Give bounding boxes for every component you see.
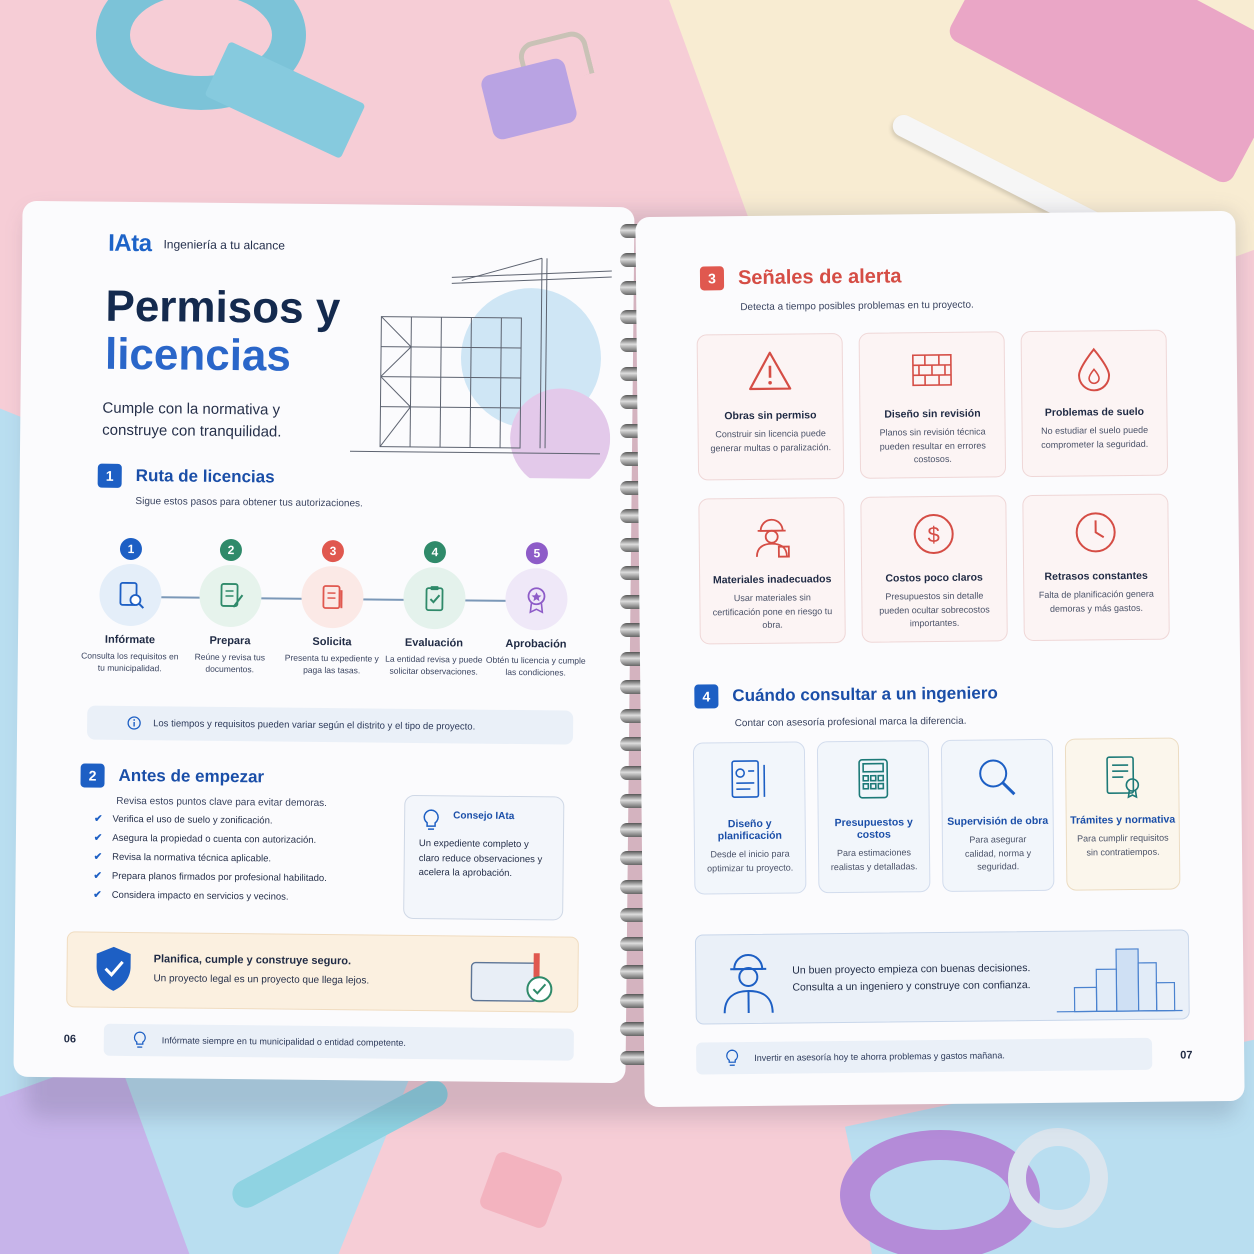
- check-icon: ✔: [93, 870, 102, 882]
- award-badge-icon: [505, 568, 568, 631]
- alert-description: Construir sin licencia puede generar multas o paralización.: [710, 428, 832, 453]
- footer-text: Invertir en asesoría hoy te ahorra problemas y gastos mañana.: [754, 1050, 1005, 1063]
- alert-name: Problemas de suelo: [1044, 405, 1145, 419]
- info-icon: [127, 716, 141, 730]
- calculator-icon: [850, 755, 896, 801]
- consult-card: [1065, 738, 1181, 891]
- section2-subtitle: Revisa estos puntos clave para evitar demoras.: [116, 795, 328, 810]
- consult-name: Diseño y planificación: [717, 817, 782, 843]
- engineer-icon: [718, 945, 779, 1016]
- alert-card: [1021, 330, 1169, 478]
- alert-description: Falta de planificación genera demoras y más gastos.: [1038, 588, 1154, 614]
- checklist-item: ✔ Verifica el uso de suelo y zonificación.: [94, 813, 273, 827]
- step-name: Aprobación: [505, 637, 567, 651]
- consult-name: Supervisión de obra: [947, 814, 1049, 828]
- license-steps: [77, 537, 586, 712]
- cta-text: Un proyecto legal es un proyecto que llega lejos.: [153, 973, 370, 987]
- section1-number: 1: [98, 464, 122, 488]
- footer-tip: [104, 1024, 574, 1061]
- info-note: [87, 706, 573, 745]
- section2-title: Antes de empezar: [118, 765, 265, 787]
- page-title-line1: Permisos y: [105, 281, 341, 334]
- tip-title: Consejo IAta: [453, 810, 515, 823]
- alert-description: Presupuestos sin detalle pueden ocultar sobrecostos importantes.: [879, 590, 990, 629]
- worker-helmet-icon: [748, 513, 794, 559]
- step-name: Infórmate: [104, 633, 156, 647]
- page-number: 07: [1180, 1049, 1193, 1062]
- city-buildings-icon: [1056, 938, 1183, 1015]
- section3-title: Señales de alerta: [737, 264, 902, 289]
- alert-card: [697, 333, 845, 481]
- section3-number: 3: [700, 266, 724, 290]
- alert-description: No estudiar el suelo puede comprometer la seguridad.: [1041, 424, 1149, 450]
- checklist-item: ✔ Prepara planos firmados por profesional habilitado.: [93, 870, 327, 885]
- brick-wall-icon: [909, 347, 955, 393]
- section4-title: Cuándo consultar a un ingeniero: [732, 683, 998, 706]
- checklist-item: ✔ Asegura la propiedad o cuenta con autorización.: [93, 832, 317, 846]
- step-badge: 4: [424, 541, 446, 563]
- step-solicita: [280, 540, 385, 678]
- step-badge: 5: [526, 542, 548, 564]
- checklist-item: ✔ Considera impacto en servicios y vecinos.: [93, 889, 289, 903]
- page-title-line2: licencias: [104, 329, 292, 381]
- step-evaluacion: [382, 541, 487, 679]
- cta-text: [792, 960, 1030, 996]
- tip-text: Un expediente completo y claro reduce observaciones y acelera la aprobación.: [418, 838, 543, 880]
- section4-number: 4: [694, 684, 718, 708]
- right-page: [635, 211, 1244, 1107]
- section4-header: [694, 681, 998, 708]
- alert-card: [698, 497, 846, 645]
- consult-card: [941, 739, 1055, 892]
- section3-header: [700, 264, 902, 290]
- folder-check-icon: [467, 949, 558, 1006]
- section1-title: Ruta de licencias: [135, 466, 275, 487]
- consult-name: Trámites y normativa: [1070, 813, 1176, 827]
- cta-line2: Consulta a un ingeniero y construye con confianza.: [792, 978, 1031, 994]
- check-icon: ✔: [94, 813, 103, 825]
- shield-check-icon: [93, 945, 134, 993]
- alert-name: Diseño sin revisión: [884, 407, 981, 421]
- checklist: [93, 814, 394, 912]
- warning-triangle-icon: [747, 349, 793, 395]
- step-badge: 3: [322, 540, 344, 562]
- step-badge: 1: [120, 538, 142, 560]
- step-description: Reúne y revisa tus documentos.: [194, 651, 266, 675]
- section2-number: 2: [80, 763, 104, 787]
- step-description: La entidad revisa y puede solicitar observaciones.: [385, 653, 483, 677]
- consult-description: Para estimaciones realistas y detalladas.: [830, 847, 918, 872]
- step-informate: [78, 537, 183, 675]
- step-description: Consulta los requisitos en tu municipalidad.: [81, 650, 179, 674]
- left-page: [13, 201, 634, 1083]
- alert-name: Obras sin permiso: [724, 409, 817, 423]
- lightbulb-icon: [421, 808, 441, 834]
- document-search-icon: [99, 564, 162, 627]
- section3-subtitle: Detecta a tiempo posibles problemas en tu proyecto.: [740, 299, 974, 314]
- tip-box: [403, 795, 564, 921]
- info-note-text: Los tiempos y requisitos pueden variar según el distrito y el tipo de proyecto.: [153, 717, 476, 733]
- lightbulb-icon: [724, 1049, 740, 1067]
- consult-card: [693, 741, 807, 894]
- alert-name: Materiales inadecuados: [712, 573, 832, 587]
- consult-card: [817, 740, 931, 893]
- page-subtitle: Cumple con la normativa y construye con tranquilidad.: [102, 399, 282, 441]
- magnifier-icon: [974, 754, 1020, 800]
- consult-name: Presupuestos y costos: [834, 816, 913, 841]
- alert-card: [860, 495, 1008, 643]
- page-number: 06: [63, 1033, 77, 1046]
- clock-icon: [1072, 509, 1118, 555]
- document-edit-icon: [199, 565, 262, 628]
- section1-header: [98, 464, 275, 490]
- alert-card: [1022, 494, 1170, 642]
- svg-text:$: $: [927, 521, 940, 548]
- document-pen-icon: [301, 566, 364, 629]
- step-name: Evaluación: [404, 636, 464, 650]
- consult-description: Desde el inicio para optimizar tu proyecto.: [707, 848, 794, 873]
- step-description: Obtén tu licencia y cumple las condiciones.: [485, 654, 586, 678]
- cta-banner: [66, 931, 579, 1012]
- step-name: Prepara: [209, 634, 251, 648]
- building-crane-illustration: [340, 246, 612, 479]
- certificate-icon: [1099, 753, 1145, 799]
- dollar-coin-icon: [910, 511, 956, 557]
- cta-title: Planifica, cumple y construye seguro.: [153, 953, 352, 968]
- cta-line1: Un buen proyecto empieza con buenas decisiones.: [792, 962, 1031, 977]
- check-icon: ✔: [93, 832, 103, 844]
- brand-tagline: Ingeniería a tu alcance: [163, 237, 285, 253]
- alert-description: Usar materiales sin certificación pone en riesgo tu obra.: [712, 592, 833, 630]
- check-icon: ✔: [93, 851, 103, 863]
- alert-description: Planos sin revisión técnica pueden resultar en errores costosos.: [879, 426, 986, 465]
- alert-name: Retrasos constantes: [1044, 569, 1148, 583]
- alert-card: [859, 331, 1007, 479]
- brand-logo: IAta: [108, 229, 152, 258]
- footer-text: Infórmate siempre en tu municipalidad o entidad competente.: [161, 1035, 407, 1048]
- step-prepara: [178, 538, 283, 676]
- section4-subtitle: Contar con asesoría profesional marca la diferencia.: [734, 715, 967, 730]
- section2-header: [80, 763, 264, 789]
- step-name: Solicita: [312, 635, 352, 649]
- alert-name: Costos poco claros: [885, 571, 983, 585]
- section1-subtitle: Sigue estos pasos para obtener tus autorizaciones.: [135, 496, 363, 510]
- brand: [108, 230, 285, 260]
- footer-tip: [696, 1038, 1152, 1075]
- clipboard-check-icon: [403, 567, 466, 630]
- step-aprobacion: [484, 542, 589, 680]
- consult-description: Para asegurar calidad, norma y seguridad.: [964, 834, 1032, 872]
- white-tape-roll: [1008, 1128, 1108, 1228]
- checklist-item: ✔ Revisa la normativa técnica aplicable.: [93, 851, 272, 865]
- blueprint-pencil-icon: [726, 757, 772, 803]
- step-badge: 2: [220, 539, 242, 561]
- lightbulb-icon: [132, 1031, 148, 1049]
- step-description: Presenta tu expediente y paga las tasas.: [284, 652, 379, 676]
- consult-description: Para cumplir requisitos sin contratiempos.: [1077, 832, 1169, 857]
- water-drop-icon: [1071, 345, 1117, 391]
- cta-banner: [695, 929, 1190, 1024]
- check-icon: ✔: [93, 889, 102, 901]
